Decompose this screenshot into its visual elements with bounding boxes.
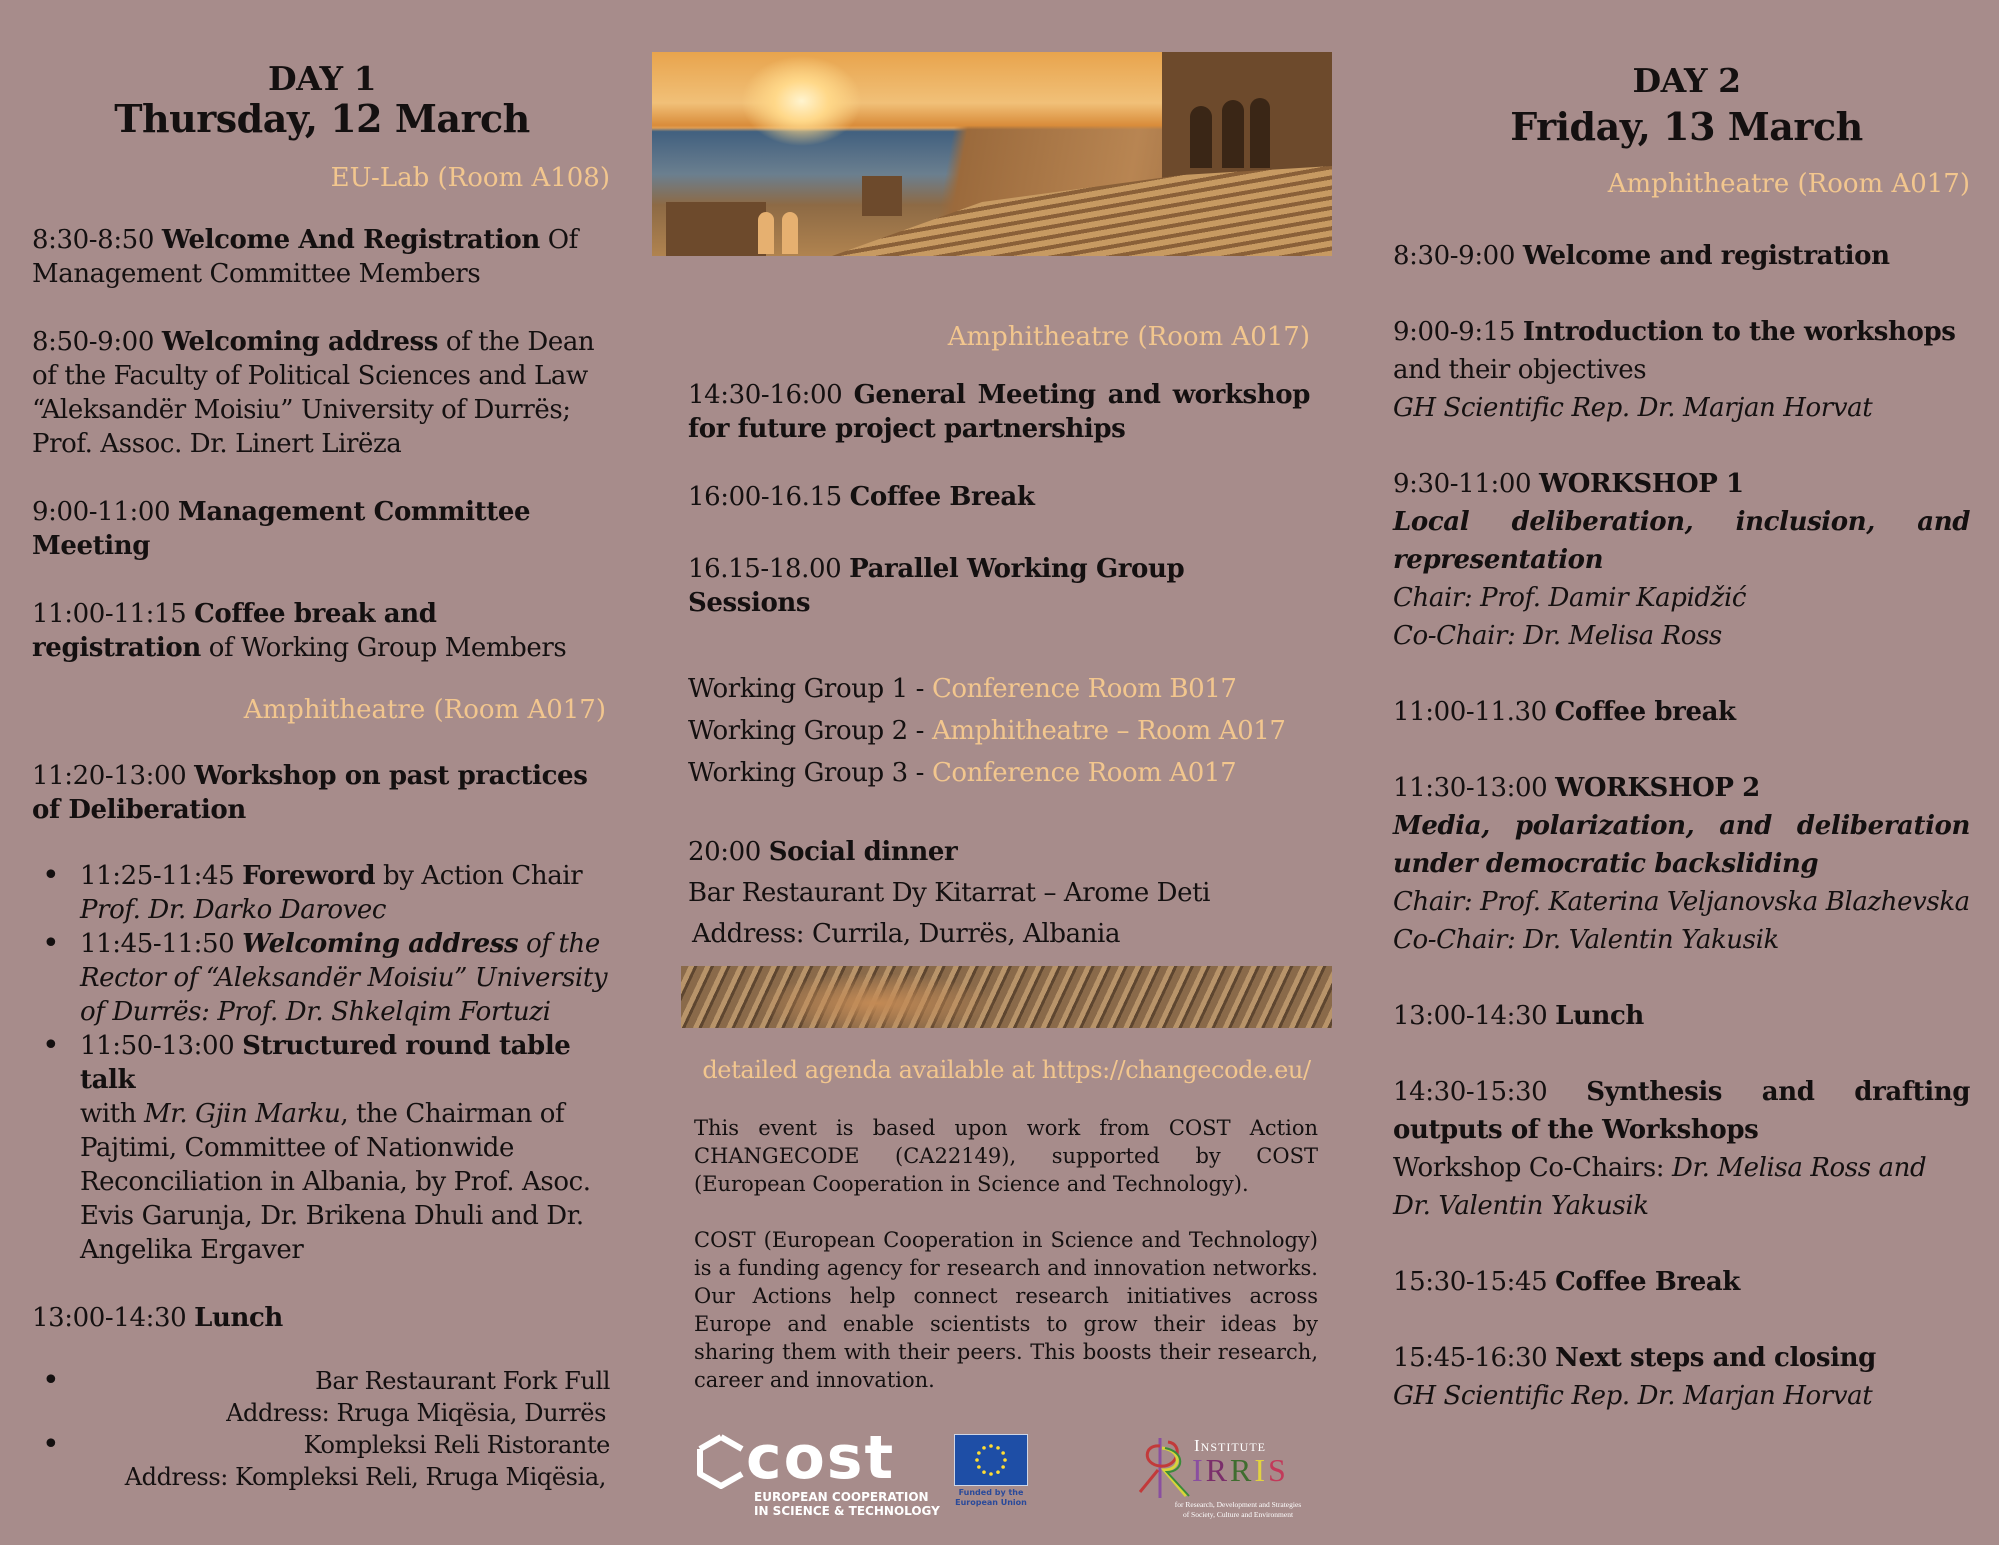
item-title: Welcome and registration [1522, 240, 1890, 271]
item-detail: Of Management Committee Members [32, 224, 578, 289]
eu-stars [955, 1435, 1027, 1485]
working-group-label: Working Group 2 - [688, 716, 932, 746]
sponsor-logos [690, 1423, 1330, 1522]
chair-name: Chair: Prof. Katerina Veljanovska Blazhevska [1393, 886, 1970, 917]
workshop-1 [1393, 465, 1970, 503]
synthesis-cochairs [1393, 1149, 1970, 1225]
chair-name: Chair: Prof. Damir Kapidžić [1393, 582, 1747, 613]
item-speaker: GH Scientific Rep. Dr. Marjan Horvat [1393, 392, 1873, 423]
working-group-room: Conference Room B017 [931, 674, 1237, 704]
item-guest-name: Mr. Gjin Marku [144, 1098, 341, 1129]
eu-star [1001, 1451, 1005, 1455]
item-detail: of the Dean of the Faculty of Political Sciences and Law “Aleksandër Moisiu” University of Durrës; Prof. Assoc. Dr. Linert Lirëza [32, 326, 595, 459]
eu-funding-line-1: Funded by the [958, 1488, 1024, 1497]
schedule-item [32, 223, 612, 291]
item-title: Coffee break [1554, 696, 1736, 727]
day1-label: DAY 1 [267, 59, 377, 98]
item-title: Workshop on past practices of Deliberation [32, 760, 588, 825]
irris-tagline [1138, 1500, 1338, 1520]
day2-heading [1403, 60, 1970, 151]
eu-star [996, 1446, 1000, 1450]
item-time: 15:45-16:30 [1393, 1342, 1556, 1373]
item-title: Synthesis and drafting outputs of the Workshops [1393, 1076, 1970, 1145]
eu-star [989, 1444, 993, 1448]
working-group-room: Conference Room A017 [931, 758, 1237, 788]
item-speaker: Prof. Dr. Darko Darovec [80, 894, 387, 925]
item-detail: of Working Group Members [200, 632, 567, 663]
disclaimer-paragraph-1: This event is based upon work from COST Action CHANGECODE (CA22149), supported by COST (European Cooperation in Science and Technology). [694, 1116, 1318, 1196]
item-title: Next steps and closing [1555, 1342, 1876, 1373]
day1-room-eulab: EU-Lab (Room A108) [330, 162, 610, 193]
cochair-name: Co-Chair: Dr. Valentin Yakusik [1393, 924, 1779, 955]
workshop-1-subtitle [1393, 503, 1970, 579]
workshop-2 [1393, 769, 1970, 807]
item-title: Lunch [194, 1302, 283, 1333]
item-time: 8:30-8:50 [32, 224, 162, 255]
schedule-item [32, 325, 612, 461]
item-detail: and their objectives [1393, 354, 1647, 385]
list-item [32, 927, 612, 1029]
restaurant-address: Address: Kompleksi Reli, Rruga Miqësia, [124, 1462, 606, 1491]
eu-star [977, 1465, 981, 1469]
irris-tagline-1: for Research, Development and Strategies [1174, 1500, 1302, 1509]
item-time: 8:30-9:00 [1393, 240, 1523, 271]
cost-wordmark: cost [746, 1423, 896, 1493]
item-title: Social dinner [768, 837, 958, 867]
working-group-1 [688, 668, 1310, 710]
item-time: 16:00-16.15 [688, 482, 850, 512]
item-detail: , the Chairman of Pajtimi, Committee of Nationwide Reconciliation in Albania, by Prof. Asoc. Evis Garunja, Dr. Brikena Dhuli and Dr. Angelika Ergaver [80, 1098, 591, 1265]
item-time: 13:00-14:30 [1393, 1000, 1556, 1031]
eu-star [1003, 1458, 1007, 1462]
working-group-room: Amphitheatre – Room A017 [931, 716, 1286, 746]
eu-star [975, 1458, 979, 1462]
item-time: 11:00-11:15 [32, 598, 195, 629]
item-time: 9:00-9:15 [1393, 316, 1523, 347]
workshop-subitems [32, 859, 612, 1267]
item-time: 11:50-13:00 [80, 1030, 243, 1061]
item-title: Welcome And Registration [161, 224, 540, 255]
schedule-item [1393, 313, 1970, 427]
item-time: 11:00-11.30 [1393, 696, 1555, 727]
schedule-item [1393, 1263, 1970, 1301]
item-title: Welcoming address [161, 326, 438, 357]
agenda-link[interactable]: detailed agenda available at https://changecode.eu/ [702, 1056, 1311, 1084]
restaurant-name: Kompleksi Reli Ristorante [303, 1430, 610, 1459]
eu-star [989, 1472, 993, 1476]
eu-funding-line-2: European Union [955, 1498, 1027, 1507]
irris-institute-label: Institute [1194, 1436, 1266, 1455]
amphitheatre-seats-image [681, 966, 1332, 1028]
list-item [32, 859, 612, 927]
schedule-item [1393, 1073, 1970, 1149]
item-title: Coffee Break [1555, 1266, 1740, 1297]
item-title: Coffee break and registration [32, 598, 437, 663]
eu-star [982, 1446, 986, 1450]
item-time: 11:25-11:45 [80, 860, 243, 891]
day2-label: DAY 2 [1632, 61, 1741, 100]
lunch-item [32, 1301, 612, 1335]
item-time: 9:30-11:00 [1393, 468, 1539, 499]
item-title: Parallel Working Group Sessions [688, 554, 1185, 618]
item-time: 15:30-15:45 [1393, 1266, 1556, 1297]
item-title: Introduction to the workshops [1522, 316, 1956, 347]
schedule-item [32, 597, 612, 665]
schedule-item [688, 480, 1310, 514]
irris-tagline-2: of Society, Culture and Environment [1182, 1510, 1294, 1519]
working-group-3 [688, 752, 1310, 794]
schedule-item [1393, 1339, 1970, 1415]
eu-funding-text [946, 1488, 1036, 1508]
eu-flag-icon [954, 1434, 1028, 1486]
dinner-address: Address: Currila, Durrës, Albania [692, 919, 1121, 949]
cochairs-label: Workshop Co-Chairs: [1393, 1152, 1673, 1183]
schedule-item [1393, 997, 1970, 1035]
item-speaker: GH Scientific Rep. Dr. Marjan Horvat [1393, 1380, 1873, 1411]
schedule-item [688, 378, 1310, 446]
restaurant-item [32, 1365, 612, 1429]
middle-column [688, 322, 1310, 955]
item-time: 14:30-15:30 [1393, 1076, 1587, 1107]
item-detail: of the Rector of “Aleksandër Moisiu” University of Durrës: Prof. Dr. Shkelqim Fortuzi [80, 928, 608, 1027]
cochair-name: Co-Chair: Dr. Melisa Ross [1393, 620, 1722, 651]
workshop-2-chair [1393, 883, 1970, 921]
cost-tagline-2: IN SCIENCE & TECHNOLOGY [754, 1504, 940, 1518]
cochairs-names: Dr. Melisa Ross and Dr. Valentin Yakusik [1393, 1152, 1927, 1221]
day1-heading [32, 58, 612, 143]
item-detail-pre: with [80, 1098, 145, 1129]
item-time: 13:00-14:30 [32, 1302, 195, 1333]
cost-hexagon-icon [696, 1434, 746, 1490]
workshop-1-cochair [1393, 617, 1970, 655]
day1-date: Thursday, 12 March [114, 96, 530, 142]
schedule-item [1393, 237, 1970, 275]
item-time: 11:20-13:00 [32, 760, 195, 791]
item-title: General Meeting and workshop for future project partnerships [688, 380, 1310, 444]
cost-logo [696, 1423, 940, 1518]
working-group-label: Working Group 3 - [688, 758, 932, 788]
item-time: 11:45-11:50 [80, 928, 243, 959]
item-title: Lunch [1555, 1000, 1644, 1031]
workshop-topic: Local deliberation, inclusion, and representation [1393, 506, 1970, 575]
cost-tagline-1: EUROPEAN COOPERATION [754, 1490, 929, 1504]
item-title: WORKSHOP 1 [1538, 468, 1744, 499]
item-detail: by Action Chair [375, 860, 583, 891]
workshop-2-subtitle [1393, 807, 1970, 883]
workshop-item [32, 759, 612, 827]
day2-date: Friday, 13 March [1510, 104, 1863, 150]
item-time: 11:30-13:00 [1393, 772, 1556, 803]
restaurant-list [32, 1365, 612, 1493]
eu-star [996, 1470, 1000, 1474]
item-time: 14:30-16:00 [688, 380, 854, 410]
restaurant-address: Address: Rruga Miqësia, Durrës [226, 1398, 606, 1427]
amphitheatre-sunset-image [652, 52, 1332, 256]
item-title: Foreword [242, 860, 376, 891]
item-time: 9:00-11:00 [32, 496, 178, 527]
working-group-label: Working Group 1 - [688, 674, 932, 704]
day1-column [32, 58, 612, 1493]
irris-wordmark: IRRIS [1192, 1452, 1289, 1488]
item-title: Coffee Break [849, 482, 1035, 512]
eu-star [977, 1451, 981, 1455]
disclaimer-paragraph-2: COST (European Cooperation in Science and Technology) is a funding agency for research and innovation networks. Our Actions help connect research initiatives across Europe and enable scientists to grow their ideas by sharing them with their peers. This boosts their research, career and innovation. [694, 1228, 1318, 1392]
item-title: WORKSHOP 2 [1555, 772, 1760, 803]
day2-column [1393, 60, 1970, 1415]
workshop-1-chair [1393, 579, 1970, 617]
dinner-venue: Bar Restaurant Dy Kitarrat – Arome Deti [688, 878, 1211, 908]
day2-room-amphitheatre: Amphitheatre (Room A017) [1607, 168, 1970, 199]
social-dinner [688, 832, 1310, 873]
working-group-2 [688, 710, 1310, 752]
restaurant-item [32, 1429, 612, 1493]
schedule-item [1393, 693, 1970, 731]
day1-room-amphitheatre: Amphitheatre (Room A017) [243, 694, 606, 725]
workshop-topic: Media, polarization, and deliberation under democratic backsliding [1393, 810, 1970, 879]
restaurant-name: Bar Restaurant Fork Full [315, 1366, 610, 1395]
item-time: 8:50-9:00 [32, 326, 162, 357]
item-title: Structured round table talk [80, 1030, 571, 1095]
item-title: Management Committee Meeting [32, 496, 531, 561]
item-time: 20:00 [688, 837, 769, 867]
cost-disclaimer [694, 1114, 1318, 1394]
middle-room-amphitheatre: Amphitheatre (Room A017) [947, 322, 1310, 352]
item-title: Welcoming address [242, 928, 519, 959]
irris-logo [1138, 1436, 1338, 1522]
item-time: 16.15-18.00 [688, 554, 850, 584]
eu-star [982, 1470, 986, 1474]
workshop-2-cochair [1393, 921, 1970, 959]
schedule-item [688, 552, 1310, 620]
eu-star [1001, 1465, 1005, 1469]
schedule-item [32, 495, 612, 563]
list-item [32, 1029, 612, 1267]
irris-emblem-icon [1138, 1436, 1194, 1500]
